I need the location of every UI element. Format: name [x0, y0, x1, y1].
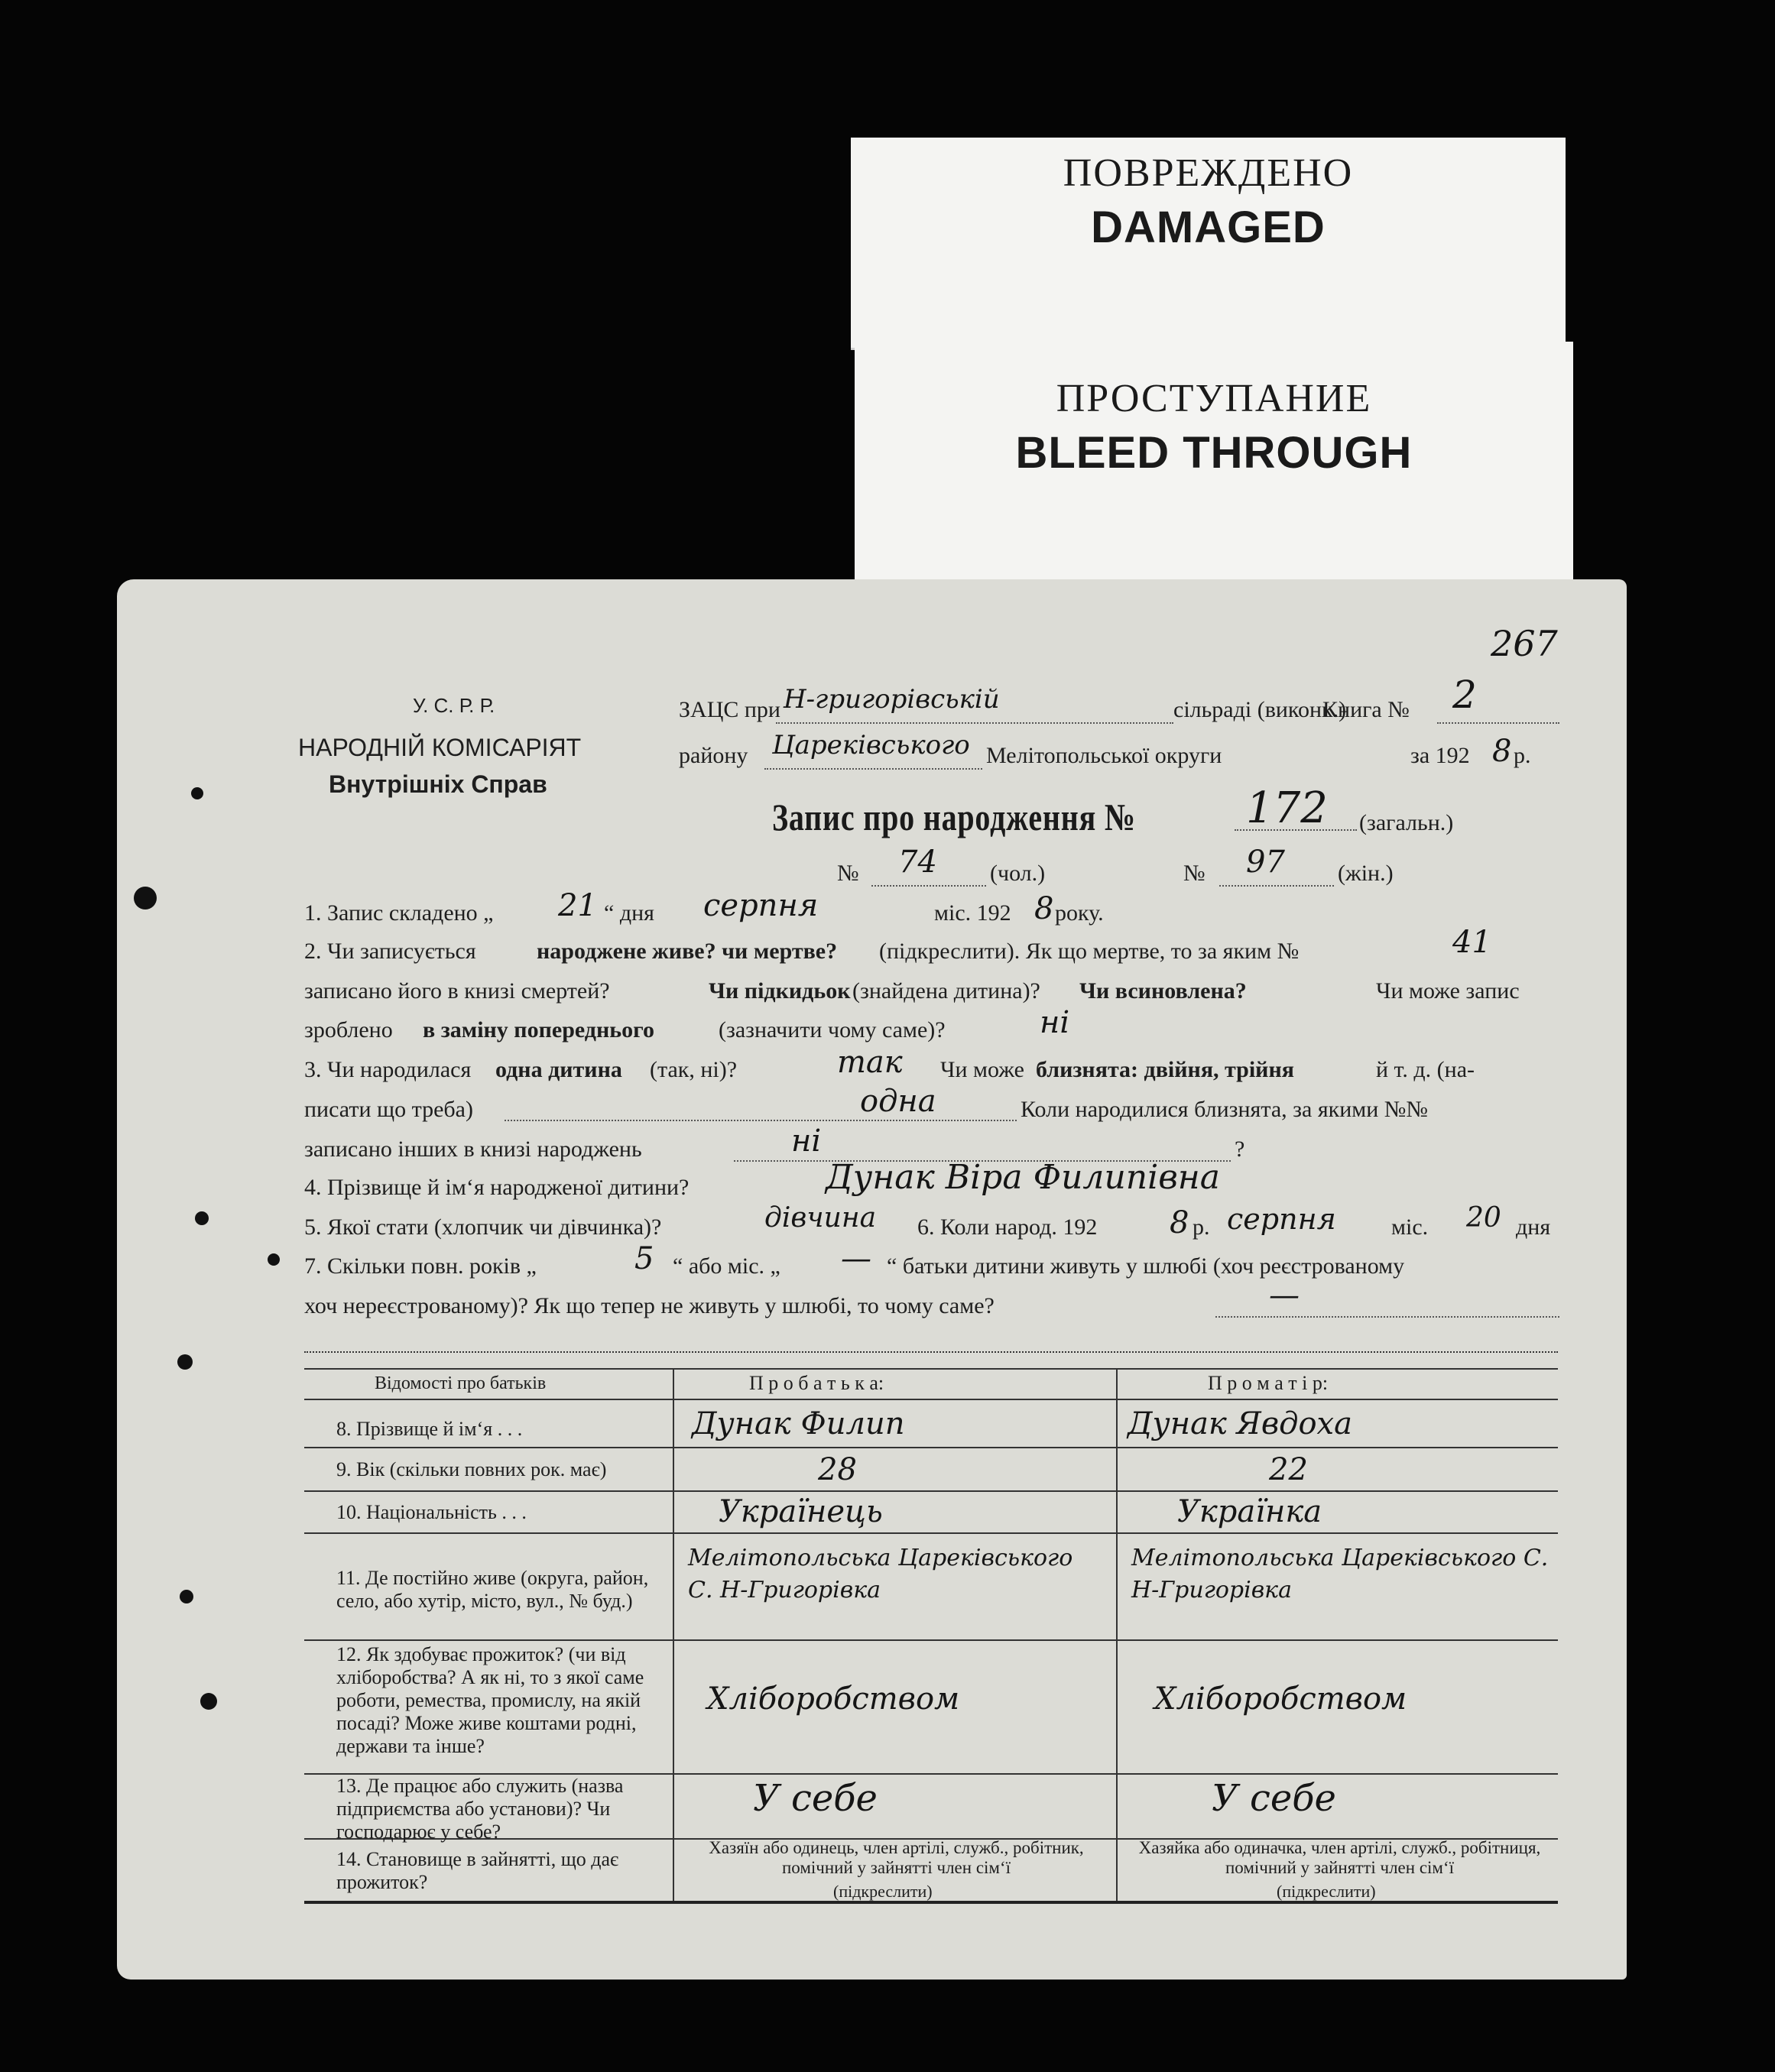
book-label: Книга № [1322, 697, 1410, 722]
punch-hole [191, 787, 203, 799]
zacs-value: Н-григорівській [784, 684, 1000, 715]
q5-value: дівчина [764, 1202, 877, 1234]
record-number-female: 97 [1246, 845, 1285, 880]
q2-text-c: (підкреслити). Як що мертве, то за яким № [879, 939, 1300, 964]
q2-text-a: 2. Чи записується [304, 939, 476, 964]
row10-label: 10. Національність . . . [336, 1501, 527, 1523]
q7-text-b: “ або міс. „ [673, 1253, 780, 1279]
table-header-mother: П р о м а т і р: [1208, 1372, 1329, 1394]
q3-line3-value: ні [791, 1124, 822, 1159]
q4-text: 4. Прізвище й ім‘я народженої дитини? [304, 1175, 690, 1200]
q3-line3-a: записано інших в книзі народжень [304, 1137, 642, 1162]
raion-value: Цареківського [772, 730, 970, 760]
q6-day: 20 [1466, 1202, 1501, 1234]
q2-value: 41 [1452, 925, 1491, 960]
row8-label: 8. Прізвище й ім‘я . . . [336, 1418, 523, 1440]
row13-father: У себе [753, 1777, 878, 1820]
q3-line3-b: ? [1235, 1137, 1245, 1162]
q2-line2-e: Чи може запис [1376, 978, 1520, 1004]
punch-hole [180, 1590, 193, 1603]
ussr-label: У. С. Р. Р. [413, 694, 495, 717]
row11-mother: Мелітопольська Цареківського С. Н-Григорівка [1131, 1545, 1549, 1603]
q7-text-a: 7. Скільки повн. років „ [304, 1253, 537, 1279]
male-label: (чол.) [990, 861, 1046, 886]
q7-years: 5 [634, 1241, 654, 1276]
bleed-through-tag [855, 342, 1573, 594]
row9-label: 9. Вік (скільки повних рок. має) [336, 1458, 607, 1480]
row9-father: 28 [818, 1452, 857, 1487]
punch-hole [200, 1693, 217, 1710]
commissariat-label: НАРОДНІЙ КОМІСАРІЯТ [298, 734, 582, 761]
zacs-label: ЗАЦС при [679, 697, 780, 722]
q3-line2-value: одна [860, 1084, 936, 1119]
q2-line3-value: ні [1040, 1005, 1070, 1040]
row9-mother: 22 [1269, 1452, 1308, 1487]
q5-text: 5. Якої стати (хлопчик чи дівчинка)? [304, 1214, 662, 1240]
q2-line2-b: Чи підкидьок [709, 978, 851, 1004]
row14-mother-note: (підкреслити) [1277, 1882, 1376, 1901]
q3-text-c: (так, ні)? [650, 1057, 738, 1082]
row14-mother: Хазяйка або одиначка, член артілі, служб., робітниця, помічний у зайнятті член сім‘ї [1138, 1838, 1541, 1877]
q1-month-suffix: міс. 192 [934, 900, 1011, 926]
row12-father: Хліборобством [707, 1681, 960, 1717]
row11-father: Мелітопольська Цареківського С. Н-Григорівка [688, 1545, 1073, 1603]
q2-line3-c: (зазначити чому саме)? [719, 1017, 946, 1042]
punch-hole [134, 887, 157, 910]
book-value: 2 [1452, 673, 1477, 717]
punch-hole [177, 1354, 193, 1370]
row14-father: Хазяїн або одинець, член артілі, служб., робітник, помічний у зайнятті член сім‘ї [709, 1838, 1084, 1877]
q2-line3-a: зроблено [304, 1017, 393, 1042]
female-no-label: № [1183, 861, 1206, 886]
q3-value: так [837, 1045, 903, 1080]
damaged-ru: ПОВРЕЖДЕНО [1063, 151, 1354, 195]
q4-value: Дунак Віра Филипівна [826, 1158, 1221, 1197]
q2-line2-c: (знайдена дитина)? [852, 978, 1040, 1004]
year-label: за 192 [1410, 743, 1470, 768]
row8-mother: Дунак Явдоха [1128, 1406, 1352, 1441]
q6-month: серпня [1227, 1202, 1336, 1236]
row12-mother: Хліборобством [1154, 1681, 1407, 1717]
punch-hole [195, 1211, 209, 1225]
female-label: (жін.) [1338, 861, 1394, 886]
q2-line2-d: Чи всиновлена? [1079, 978, 1247, 1004]
q3-text-e: близнята: двійня, трійня [1036, 1057, 1294, 1082]
okruga-label: Мелітопольської округи [986, 743, 1222, 768]
damaged-tag [851, 138, 1566, 350]
row8-father: Дунак Филип [692, 1406, 905, 1441]
q1-year-suffix: року. [1055, 900, 1104, 926]
record-number-male: 74 [898, 845, 937, 880]
q3-text-a: 3. Чи народилася [304, 1057, 472, 1082]
internal-affairs-label: Внутрішніх Справ [329, 770, 547, 798]
year-value: 8 [1492, 734, 1512, 769]
record-title: Запис про народження № [772, 796, 1136, 838]
row11-label: 11. Де постійно живе (округа, район, село, або хутір, місто, вул., № буд.) [336, 1567, 649, 1612]
record-number-general: 172 [1246, 783, 1328, 833]
q1-day: 21 [558, 888, 597, 923]
year-suffix: р. [1514, 743, 1531, 768]
page-number: 267 [1491, 623, 1558, 664]
q7-line2-value: — [1269, 1278, 1300, 1313]
q3-text-b: одна дитина [495, 1057, 622, 1082]
q3-line2-a: писати що треба) [304, 1097, 473, 1122]
row10-mother: Українка [1177, 1494, 1322, 1529]
row10-father: Українець [719, 1494, 883, 1529]
q3-text-d: Чи може [940, 1057, 1024, 1082]
q6-month-suffix: міс. [1391, 1214, 1429, 1240]
q7-line2: хоч нереєстрованому)? Як що тепер не живуть у шлюбі, то чому саме? [304, 1293, 995, 1318]
village-council-label: сільраді (виконк.) [1173, 697, 1347, 722]
row13-label: 13. Де працює або служить (назва підприємства або установи)? Чи господарює у себе? [336, 1775, 624, 1843]
q1-year: 8 [1034, 891, 1054, 926]
q3-line2-b: Коли народилися близнята, за якими №№ [1021, 1097, 1429, 1122]
q1-day-suffix: “ дня [604, 900, 654, 926]
damaged-en: DAMAGED [1091, 203, 1326, 252]
q1-text: 1. Запис складено „ [304, 900, 494, 926]
q6-year-suffix: р. [1193, 1214, 1210, 1240]
q2-line2-a: записано його в книзі смертей? [304, 978, 610, 1004]
punch-hole [268, 1253, 280, 1266]
q2-line3-b: в заміну попереднього [423, 1017, 655, 1042]
q6-day-suffix: дня [1516, 1214, 1551, 1240]
q7-months: — [841, 1241, 871, 1276]
q6-year: 8 [1170, 1205, 1189, 1240]
row13-mother: У себе [1212, 1777, 1336, 1820]
bleed-ru: ПРОСТУПАНИЕ [1056, 377, 1372, 420]
row14-father-note: (підкреслити) [833, 1882, 933, 1901]
q7-text-c: “ батьки дитини живуть у шлюбі (хоч реєстрованому [887, 1253, 1405, 1279]
table-header-info: Відомості про батьків [375, 1373, 547, 1393]
male-no-label: № [837, 861, 859, 886]
q2-text-b: народжене живе? чи мертве? [537, 939, 838, 964]
q6-text: 6. Коли народ. 192 [917, 1214, 1098, 1240]
row14-label: 14. Становище в зайнятті, що дає прожиток? [336, 1848, 619, 1893]
general-label: (загальн.) [1359, 810, 1454, 835]
table-header-father: П р о б а т ь к а: [749, 1372, 884, 1394]
q3-text-f: й т. д. (на- [1376, 1057, 1475, 1082]
raion-label: району [679, 743, 748, 768]
row12-label: 12. Як здобуває прожиток? (чи від хліборобства? А як ні, то з якої саме роботи, ремества, промислу, на якій посаді? Може живе коштами родні, держави та інше? [336, 1643, 644, 1757]
bleed-en: BLEED THROUGH [1015, 428, 1413, 478]
q1-month: серпня [703, 888, 819, 923]
